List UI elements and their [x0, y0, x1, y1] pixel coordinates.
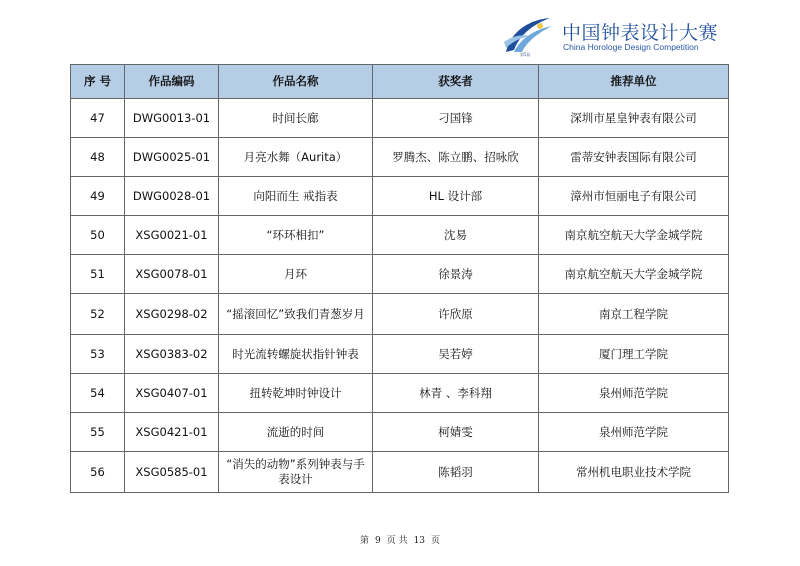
- cell-code: XSG0421-01: [125, 413, 219, 452]
- cell-work-name: 时光流转螺旋状指针钟表: [219, 335, 373, 374]
- cell-work-name: 扭转乾坤时钟设计: [219, 374, 373, 413]
- table-row: [71, 216, 729, 255]
- table-row: [71, 138, 729, 177]
- cell-winner: 柯婧雯: [373, 413, 539, 452]
- cell-unit: 泉州师范学院: [539, 413, 729, 452]
- table-row: [71, 452, 729, 493]
- cell-winner: 罗腾杰、陈立鹏、招咏欣: [373, 138, 539, 177]
- cell-index: 47: [71, 99, 125, 138]
- table-row: [71, 177, 729, 216]
- awards-table: [70, 64, 729, 493]
- footer-prefix: 第: [359, 536, 369, 546]
- table-row: [71, 255, 729, 294]
- table-row: [71, 335, 729, 374]
- cell-work-name: “环环相扣”: [219, 216, 373, 255]
- cell-work-name: 月环: [219, 255, 373, 294]
- cell-unit: 厦门理工学院: [539, 335, 729, 374]
- header-winner: 获奖者: [373, 65, 539, 99]
- table-row: [71, 374, 729, 413]
- brand-title-cn: 中国钟表设计大赛: [562, 22, 719, 44]
- cell-work-name: “摇滚回忆”致我们青葱岁月: [219, 294, 373, 335]
- cell-unit: 泉州师范学院: [539, 374, 729, 413]
- table-header-row: [71, 65, 729, 99]
- cell-winner: 林青 、李科翔: [373, 374, 539, 413]
- header-work-name: 作品名称: [219, 65, 373, 99]
- cell-unit: 深圳市星皇钟表有限公司: [539, 99, 729, 138]
- brand-title-en: China Horologe Design Competition: [563, 42, 699, 52]
- cell-index: 53: [71, 335, 125, 374]
- table-row: [71, 413, 729, 452]
- logo-edition-label: 第5届: [520, 52, 531, 57]
- cell-code: DWG0028-01: [125, 177, 219, 216]
- cell-code: XSG0585-01: [125, 452, 219, 493]
- cell-unit: 常州机电职业技术学院: [539, 452, 729, 493]
- cell-index: 49: [71, 177, 125, 216]
- cell-code: XSG0383-02: [125, 335, 219, 374]
- footer-total-pages: 13: [413, 536, 426, 546]
- cell-code: DWG0025-01: [125, 138, 219, 177]
- footer-mid: 页 共: [386, 536, 408, 546]
- cell-unit: 漳州市恒丽电子有限公司: [539, 177, 729, 216]
- cell-work-name: 向阳而生 戒指表: [219, 177, 373, 216]
- cell-index: 48: [71, 138, 125, 177]
- cell-code: XSG0021-01: [125, 216, 219, 255]
- header-index: 序 号: [71, 65, 125, 99]
- cell-winner: 沈易: [373, 216, 539, 255]
- cell-work-name: 时间长廊: [219, 99, 373, 138]
- cell-work-name: 流逝的时间: [219, 413, 373, 452]
- cell-work-name: 月亮水舞（Aurita）: [219, 138, 373, 177]
- cell-index: 51: [71, 255, 125, 294]
- cell-unit: 南京航空航天大学金城学院: [539, 216, 729, 255]
- footer-suffix: 页: [431, 536, 441, 546]
- cell-unit: 雷蒂安钟表国际有限公司: [539, 138, 729, 177]
- competition-logo: [500, 12, 740, 58]
- cell-winner: HL 设计部: [373, 177, 539, 216]
- table-row: [71, 294, 729, 335]
- cell-winner: 徐景涛: [373, 255, 539, 294]
- cell-code: DWG0013-01: [125, 99, 219, 138]
- table-row: [71, 99, 729, 138]
- header-code: 作品编码: [125, 65, 219, 99]
- cell-winner: 陈韬羽: [373, 452, 539, 493]
- cell-winner: 刁国锋: [373, 99, 539, 138]
- cell-index: 52: [71, 294, 125, 335]
- cell-index: 56: [71, 452, 125, 493]
- header-unit: 推荐单位: [539, 65, 729, 99]
- cell-code: XSG0078-01: [125, 255, 219, 294]
- cell-work-name: “消失的动物”系列钟表与手表设计: [219, 452, 373, 493]
- cell-code: XSG0298-02: [125, 294, 219, 335]
- cell-index: 54: [71, 374, 125, 413]
- cell-unit: 南京工程学院: [539, 294, 729, 335]
- cell-unit: 南京航空航天大学金城学院: [539, 255, 729, 294]
- page-footer: [0, 533, 800, 546]
- cell-index: 55: [71, 413, 125, 452]
- cell-winner: 许欣原: [373, 294, 539, 335]
- footer-page-number: 9: [374, 536, 381, 546]
- cell-winner: 吴若婷: [373, 335, 539, 374]
- cell-index: 50: [71, 216, 125, 255]
- cell-code: XSG0407-01: [125, 374, 219, 413]
